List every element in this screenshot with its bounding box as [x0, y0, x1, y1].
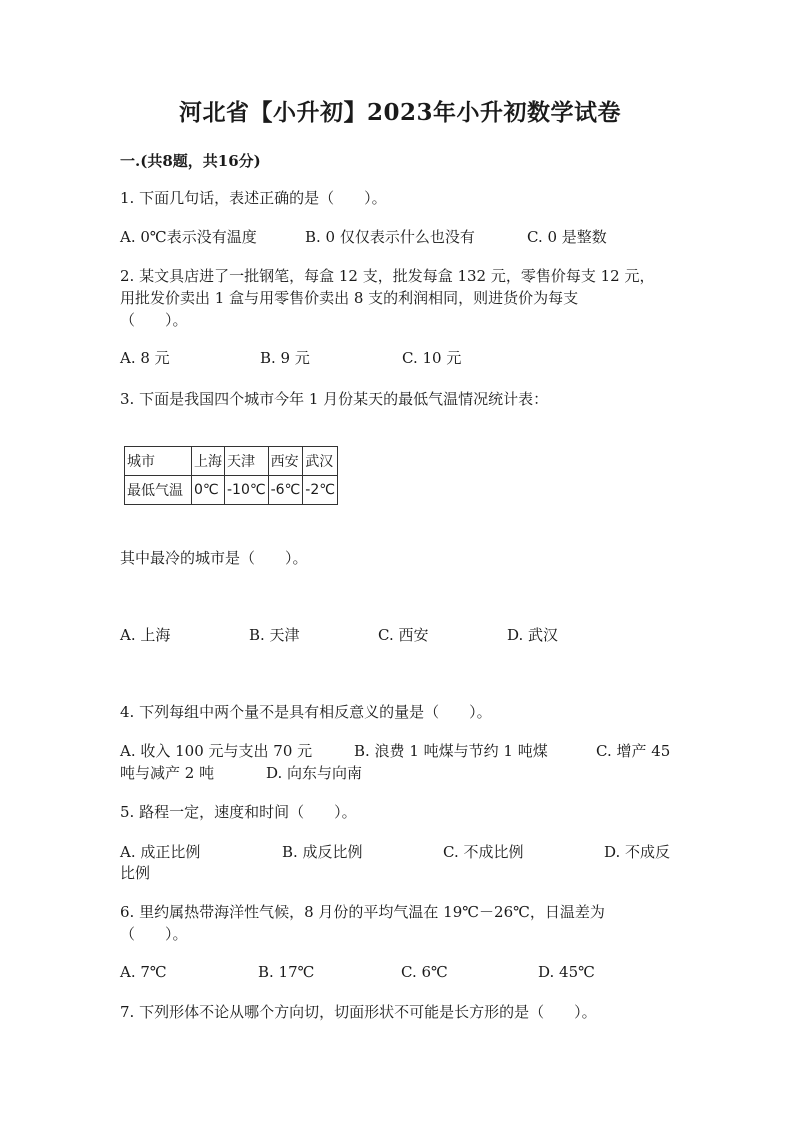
q1-option-c: C. 0 是整数	[527, 228, 607, 246]
q3-option-c: C. 西安	[378, 626, 429, 644]
q5-option-b: B. 成反比例	[282, 843, 363, 861]
q3-question: 其中最冷的城市是（ ）。	[120, 549, 308, 567]
q2-option-c: C. 10 元	[402, 349, 462, 367]
q2-stem-line-1: 2. 某文具店进了一批钢笔，每盒 12 支，批发每盒 132 元，零售价每支 12 元，	[120, 267, 655, 285]
table-cell: -10℃	[225, 476, 269, 505]
q5-option-c: C. 不成比例	[443, 843, 524, 861]
table-cell: 上海	[192, 447, 225, 476]
q7-stem: 7. 下列形体不论从哪个方向切，切面形状不可能是长方形的是（ ）。	[120, 1003, 597, 1021]
q4-option-b: B. 浪费 1 吨煤与节约 1 吨煤	[354, 742, 548, 760]
q2-option-b: B. 9 元	[260, 349, 310, 367]
q3-option-d: D. 武汉	[507, 626, 559, 644]
q5-option-d-cont: 比例	[120, 864, 151, 882]
table-cell: 0℃	[192, 476, 225, 505]
q4-option-c: C. 增产 45	[596, 742, 671, 760]
q1-stem: 1. 下面几句话，表述正确的是（ ）。	[120, 189, 387, 207]
temperature-table	[124, 446, 338, 505]
q2-stem-line-2: 用批发价卖出 1 盒与用零售价卖出 8 支的利润相同，则进货价为每支	[120, 289, 579, 307]
table-cell: -6℃	[268, 476, 303, 505]
q6-stem-line-1: 6. 里约属热带海洋性气候，8 月份的平均气温在 19℃－26℃，日温差为	[120, 903, 605, 921]
q4-option-c-cont: 吨与减产 2 吨	[120, 764, 215, 782]
q4-stem: 4. 下列每组中两个量不是具有相反意义的量是（ ）。	[120, 703, 492, 721]
q5-option-d: D. 不成反	[604, 843, 671, 861]
table-cell: -2℃	[303, 476, 338, 505]
q6-stem-line-2: （ ）。	[120, 925, 188, 943]
q1-option-b: B. 0 仅仅表示什么也没有	[305, 228, 475, 246]
table-cell: 城市	[125, 447, 192, 476]
table-row	[125, 447, 338, 476]
q5-option-a: A. 成正比例	[120, 843, 201, 861]
table-row	[125, 476, 338, 505]
q4-option-a: A. 收入 100 元与支出 70 元	[120, 742, 313, 760]
q5-stem: 5. 路程一定，速度和时间（ ）。	[120, 803, 357, 821]
table-cell: 最低气温	[125, 476, 192, 505]
q6-option-d: D. 45℃	[538, 963, 595, 981]
q3-option-b: B. 天津	[249, 626, 300, 644]
q6-option-a: A. 7℃	[120, 963, 167, 981]
table-cell: 天津	[225, 447, 269, 476]
q1-option-a: A. 0℃表示没有温度	[120, 228, 257, 246]
exam-title: 河北省【小升初】2023年小升初数学试卷	[178, 99, 621, 126]
q2-stem-line-3: （ ）。	[120, 311, 188, 329]
section-heading: 一.(共8题，共16分)	[120, 152, 261, 170]
table-cell: 西安	[268, 447, 303, 476]
q6-option-c: C. 6℃	[401, 963, 448, 981]
q3-stem: 3. 下面是我国四个城市今年 1 月份某天的最低气温情况统计表：	[120, 390, 549, 408]
q3-option-a: A. 上海	[120, 626, 171, 644]
q2-option-a: A. 8 元	[120, 349, 170, 367]
q4-option-d: D. 向东与向南	[266, 764, 363, 782]
q6-option-b: B. 17℃	[258, 963, 315, 981]
table-cell: 武汉	[303, 447, 338, 476]
